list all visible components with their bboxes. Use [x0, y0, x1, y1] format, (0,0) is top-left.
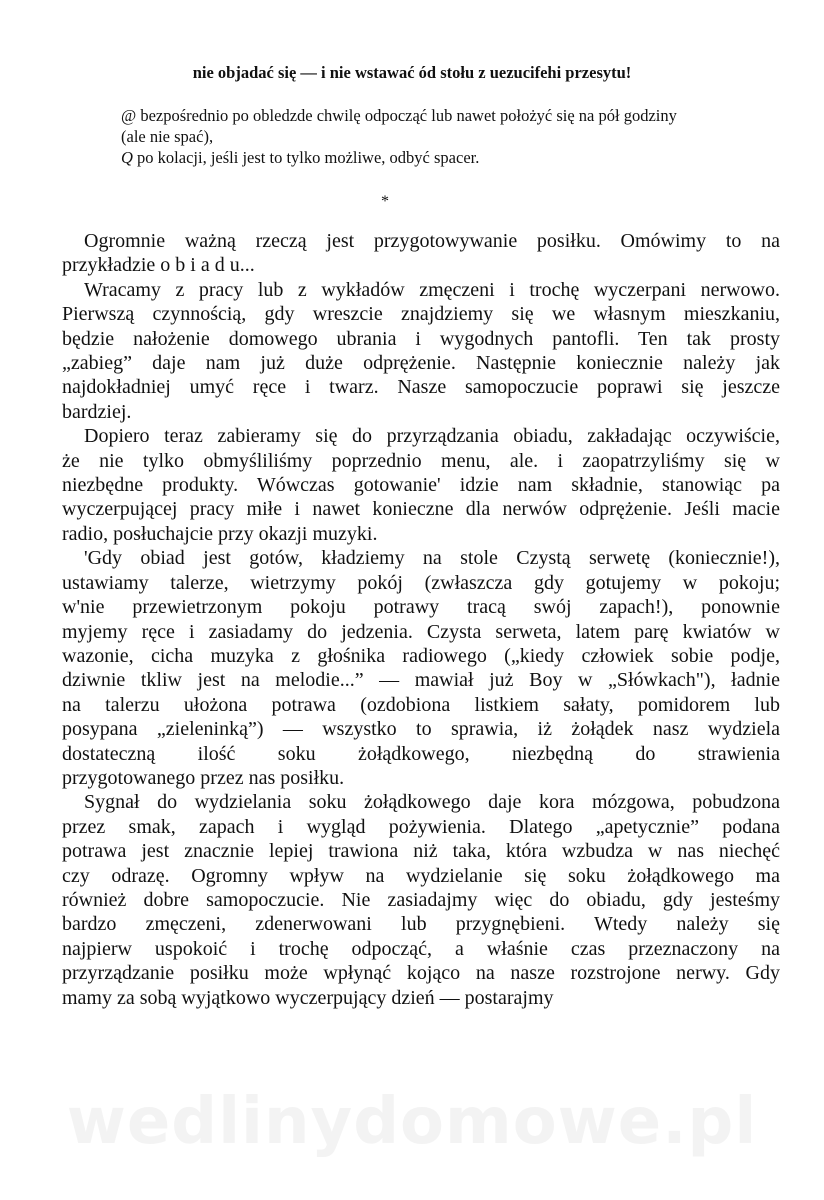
text-line: Wracamy z pracy lub z wykładów zmęczeni i trochę wyczerpani nerwowo. — [84, 278, 780, 301]
text-line: czy odrazę. Ogromny wpływ na wydzielanie się soku żołądkowego ma — [62, 864, 780, 887]
text-line: dziwnie tkliw jest na melodie...” — mawiał już Boy w „Słówkach"), ładnie — [62, 669, 780, 692]
text-line: radio, posłuchajcie przy okazji muzyki. — [62, 522, 378, 545]
text-line: mamy za sobą wyjątkowo wyczerpujący dzień — postarajmy — [62, 986, 554, 1009]
text-line: również dobre samopoczucie. Nie zasiadajmy więc do obiadu, gdy jesteśmy — [62, 888, 780, 911]
text-line: posypana „zieleninką”) — wszystko to sprawia, iż żołądek nasz wydziela — [62, 718, 780, 741]
text-line: na talerzu ułożona potrawa (ozdobiona listkiem sałaty, pomidorem lub — [62, 693, 780, 716]
at-sign-bullet-icon: @ — [121, 106, 137, 125]
section-separator: * — [381, 193, 389, 210]
text-line: że nie tylko obmyśliliśmy poprzednio menu, ale. i zaopatrzyliśmy się w — [62, 449, 780, 472]
text-line: „zabieg” daje nam już duże odprężenie. Następnie koniecznie należy jak — [62, 352, 780, 375]
body-text — [62, 229, 780, 1010]
list-item — [121, 105, 781, 126]
text-line: przyrządzanie posiłku może wpłynąć kojąco na nasze rozstrojone nerwy. Gdy — [62, 962, 780, 985]
text-line: przez smak, zapach i wygląd pożywienia. Dlatego „apetycznie” podana — [62, 815, 780, 838]
text-line: bardzo zmęczeni, zdenerwowani lub przygnębieni. Wtedy należy się — [62, 913, 780, 936]
text-line: myjemy ręce i zasiadamy do jedzenia. Czysta serweta, latem parę kwiatów w — [62, 620, 780, 643]
q-bullet-icon: Q — [121, 148, 133, 167]
text-line: Sygnał do wydzielania soku żołądkowego daje kora mózgowa, pobudzona — [84, 791, 780, 814]
text-line: wazonie, cicha muzyka z głośnika radiowego („kiedy człowiek sobie podje, — [62, 644, 780, 667]
text-line: Pierwszą czynnością, gdy wreszcie znajdziemy się we własnym mieszkaniu, — [62, 303, 780, 326]
list-item-text: bezpośrednio po obledzde chwilę odpocząć lub nawet położyć się na pół godziny — [136, 106, 677, 125]
text-line: potrawa jest znacznie lepiej trawiona niż taka, która wzbudza w nas niechęć — [62, 840, 780, 863]
list-item-text: po kolacji, jeśli jest to tylko możliwe, odbyć spacer. — [132, 148, 480, 167]
paragraph — [62, 278, 780, 424]
recommendation-list — [121, 105, 781, 168]
text-line: ustawiamy talerze, wietrzymy pokój (zwłaszcza gdy gotujemy w pokoju; — [62, 571, 780, 594]
text-line: przygotowanego przez nas posiłku. — [62, 766, 345, 789]
text-line: 'Gdy obiad jest gotów, kładziemy na stole Czystą serwetę (koniecznie!), — [84, 547, 780, 570]
text-line: wyczerpującej pracy miłe i nawet konieczne dla nerwów odprężenie. Jeśli macie — [62, 498, 780, 521]
paragraph — [62, 790, 780, 1010]
paragraph — [62, 229, 780, 278]
text-line: w'nie przewietrzonym pokoju potrawy tracą swój zapach!), ponownie — [62, 596, 780, 619]
text-line: bardziej. — [62, 400, 132, 423]
text-line: będzie nałożenie domowego ubrania i wygodnych pantofli. Ten tak prosty — [62, 327, 780, 350]
text-line: Ogromnie ważną rzeczą jest przygotowywanie posiłku. Omówimy to na — [84, 230, 780, 252]
text-line: niezbędne produkty. Wówczas gotowanie' idzie nam składnie, stanowiąc pa — [62, 474, 780, 497]
text-line: dostateczną ilość soku żołądkowego, niezbędną do strawienia — [62, 742, 780, 765]
list-item-continuation: (ale nie spać), — [121, 127, 214, 146]
watermark: wedlinydomowe.pl — [66, 1085, 758, 1159]
text-line: Dopiero teraz zabieramy się do przyrządzania obiadu, zakładając oczywiście, — [84, 425, 780, 448]
text-line: najdokładniej umyć ręce i twarz. Nasze samopoczucie poprawi się jeszcze — [62, 376, 780, 399]
paragraph — [62, 424, 780, 546]
paragraph — [62, 546, 780, 790]
text-line: przykładzie o b i a d u... — [62, 254, 255, 277]
list-item — [121, 147, 781, 168]
text-line: najpierw uspokoić i trochę odpocząć, a właśnie czas przeznaczony na — [62, 937, 780, 960]
page-heading: nie objadać się — i nie wstawać ód stołu z uezucifehi przesytu! — [192, 63, 632, 82]
